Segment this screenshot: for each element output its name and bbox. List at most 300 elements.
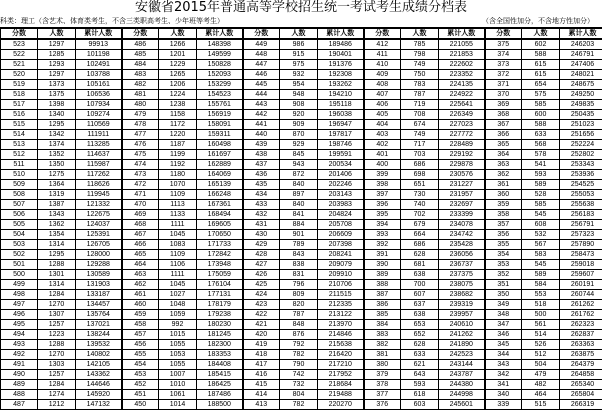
score-cell: 458: [122, 320, 159, 330]
score-cell: 418: [243, 350, 280, 360]
count-cell: 686: [401, 160, 439, 170]
score-header: 分数: [122, 28, 159, 39]
count-cell: 1398: [38, 100, 76, 110]
score-cell: 376: [364, 400, 401, 410]
count-cell: 986: [280, 39, 318, 50]
cumulative-cell: 168494: [197, 210, 243, 220]
count-cell: 518: [522, 300, 560, 310]
table-row: [1, 60, 602, 70]
cumulative-cell: 238682: [439, 290, 485, 300]
count-cell: 1352: [38, 150, 76, 160]
cumulative-cell: 131903: [76, 280, 122, 290]
score-cell: 400: [364, 160, 401, 170]
count-cell: 1297: [38, 70, 76, 80]
score-cell: 344: [485, 350, 522, 360]
score-cell: 503: [1, 240, 38, 250]
cumulative-cell: 142105: [76, 360, 122, 370]
cumulative-cell: 243787: [439, 370, 485, 380]
score-cell: 353: [485, 260, 522, 270]
count-cell: 588: [522, 50, 560, 60]
count-cell: 1295: [38, 120, 76, 130]
count-cell: 1055: [159, 340, 197, 350]
score-cell: 485: [122, 50, 159, 60]
cumulative-cell: 155761: [197, 100, 243, 110]
score-cell: 399: [364, 170, 401, 180]
score-cell: 455: [122, 350, 159, 360]
cumulative-cell: 251023: [560, 120, 602, 130]
score-cell: 438: [243, 150, 280, 160]
table-row: [1, 130, 602, 140]
count-cell: 1373: [38, 80, 76, 90]
count-cell: 1288: [38, 340, 76, 350]
cumulative-cell: 232697: [439, 200, 485, 210]
score-cell: 349: [485, 300, 522, 310]
score-cell: 420: [243, 330, 280, 340]
score-cell: 388: [364, 280, 401, 290]
count-cell: 628: [401, 250, 439, 260]
cumulative-cell: 234742: [439, 230, 485, 240]
table-row: [1, 50, 602, 60]
cumulative-cell: 227023: [439, 120, 485, 130]
score-cell: 401: [364, 150, 401, 160]
cumulative-cell: 114637: [76, 150, 122, 160]
table-row: [1, 100, 602, 110]
score-header: 分数: [485, 28, 522, 39]
score-distribution-table: [0, 27, 602, 410]
cumulative-cell: 118626: [76, 180, 122, 190]
score-cell: 519: [1, 80, 38, 90]
count-cell: 1307: [38, 310, 76, 320]
count-cell: 1342: [38, 130, 76, 140]
count-cell: 1350: [38, 160, 76, 170]
count-cell: 585: [522, 100, 560, 110]
count-cell: 1113: [159, 200, 197, 210]
cumulative-cell: 222602: [439, 60, 485, 70]
table-row: [1, 360, 602, 370]
cumulative-cell: 256791: [560, 220, 602, 230]
count-cell: 1158: [159, 110, 197, 120]
cumulative-cell: 230576: [439, 170, 485, 180]
count-cell: 1265: [159, 70, 197, 80]
score-cell: 475: [122, 150, 159, 160]
score-cell: 408: [364, 80, 401, 90]
cumulative-cell: 207398: [318, 240, 364, 250]
table-row: [1, 270, 602, 280]
cumulative-header: 累计人数: [560, 28, 602, 39]
cumulative-cell: 201406: [318, 170, 364, 180]
cumulative-cell: 238075: [439, 280, 485, 290]
score-cell: 375: [485, 39, 522, 50]
table-row: [1, 390, 602, 400]
score-cell: 364: [485, 150, 522, 160]
score-cell: 450: [122, 400, 159, 410]
table-row: [1, 170, 602, 180]
cumulative-cell: 196947: [318, 120, 364, 130]
table-row: [1, 330, 602, 340]
score-cell: 346: [485, 330, 522, 340]
count-cell: 702: [401, 210, 439, 220]
score-cell: 506: [1, 210, 38, 220]
score-cell: 477: [122, 130, 159, 140]
score-cell: 472: [122, 180, 159, 190]
category-note: 科类：理工（含艺术、体育类考生，不含三类职高考生、少年班等考生）: [0, 16, 224, 26]
score-cell: 405: [364, 110, 401, 120]
cumulative-cell: 197817: [318, 130, 364, 140]
cumulative-cell: 265340: [560, 380, 602, 390]
count-cell: 1111: [159, 270, 197, 280]
cumulative-cell: 246203: [560, 39, 602, 50]
cumulative-cell: 213970: [318, 320, 364, 330]
cumulative-cell: 161697: [197, 150, 243, 160]
count-cell: 1340: [38, 110, 76, 120]
cumulative-cell: 231957: [439, 190, 485, 200]
score-cell: 379: [364, 370, 401, 380]
cumulative-cell: 242523: [439, 350, 485, 360]
cumulative-cell: 208241: [318, 250, 364, 260]
count-cell: 578: [522, 150, 560, 160]
count-cell: 1212: [38, 400, 76, 410]
count-cell: 798: [401, 50, 439, 60]
cumulative-cell: 229878: [439, 160, 485, 170]
score-cell: 386: [364, 300, 401, 310]
table-row: [1, 300, 602, 310]
table-row: [1, 280, 602, 290]
count-cell: 1301: [38, 270, 76, 280]
count-cell: 1070: [159, 180, 197, 190]
cumulative-cell: 166248: [197, 190, 243, 200]
score-cell: 490: [1, 370, 38, 380]
count-cell: 838: [280, 260, 318, 270]
cumulative-cell: 154523: [197, 90, 243, 100]
score-cell: 373: [485, 60, 522, 70]
cumulative-cell: 224922: [439, 90, 485, 100]
count-cell: 1201: [159, 50, 197, 60]
score-cell: 476: [122, 140, 159, 150]
count-cell: 1187: [159, 140, 197, 150]
count-cell: 897: [280, 190, 318, 200]
table-row: [1, 120, 602, 130]
count-cell: 615: [522, 70, 560, 80]
count-cell: 783: [401, 80, 439, 90]
score-cell: 359: [485, 200, 522, 210]
score-cell: 368: [485, 110, 522, 120]
score-cell: 507: [1, 200, 38, 210]
score-cell: 468: [122, 220, 159, 230]
score-cell: 355: [485, 240, 522, 250]
score-cell: 494: [1, 330, 38, 340]
count-cell: 1059: [159, 310, 197, 320]
score-cell: 473: [122, 170, 159, 180]
score-cell: 467: [122, 230, 159, 240]
score-cell: 496: [1, 310, 38, 320]
cumulative-cell: 158091: [197, 120, 243, 130]
count-cell: 1314: [38, 280, 76, 290]
cumulative-cell: 190401: [318, 50, 364, 60]
score-cell: 480: [122, 100, 159, 110]
count-cell: 1045: [159, 280, 197, 290]
cumulative-cell: 130589: [76, 270, 122, 280]
score-cell: 339: [485, 400, 522, 410]
cumulative-cell: 134457: [76, 300, 122, 310]
cumulative-cell: 185415: [197, 370, 243, 380]
count-cell: 1284: [38, 380, 76, 390]
count-cell: 1266: [159, 39, 197, 50]
cumulative-cell: 256183: [560, 210, 602, 220]
count-cell: 915: [280, 50, 318, 60]
score-cell: 486: [122, 39, 159, 50]
table-header-row: [1, 28, 602, 39]
score-cell: 356: [485, 230, 522, 240]
count-header: 人数: [280, 28, 318, 39]
cumulative-cell: 236737: [439, 260, 485, 270]
score-cell: 417: [243, 360, 280, 370]
count-cell: 567: [522, 240, 560, 250]
table-row: [1, 340, 602, 350]
cumulative-cell: 235428: [439, 240, 485, 250]
score-cell: 430: [243, 230, 280, 240]
count-cell: 633: [401, 350, 439, 360]
count-cell: 1297: [38, 39, 76, 50]
count-cell: 782: [280, 400, 318, 410]
score-cell: 402: [364, 140, 401, 150]
score-cell: 495: [1, 320, 38, 330]
cumulative-cell: 180230: [197, 320, 243, 330]
count-cell: 541: [522, 160, 560, 170]
cumulative-cell: 227772: [439, 130, 485, 140]
count-cell: 843: [280, 250, 318, 260]
cumulative-cell: 244380: [439, 380, 485, 390]
count-cell: 732: [280, 380, 318, 390]
score-cell: 462: [122, 280, 159, 290]
count-cell: 638: [401, 270, 439, 280]
cumulative-cell: 261762: [560, 310, 602, 320]
score-cell: 484: [122, 60, 159, 70]
cumulative-cell: 259607: [560, 270, 602, 280]
score-cell: 511: [1, 160, 38, 170]
cumulative-cell: 101198: [76, 50, 122, 60]
cumulative-cell: 241890: [439, 340, 485, 350]
table-row: [1, 380, 602, 390]
cumulative-cell: 253343: [560, 160, 602, 170]
cumulative-cell: 150828: [197, 60, 243, 70]
cumulative-cell: 236056: [439, 250, 485, 260]
cumulative-cell: 239319: [439, 300, 485, 310]
count-cell: 651: [401, 180, 439, 190]
score-cell: 520: [1, 70, 38, 80]
score-cell: 357: [485, 220, 522, 230]
table-row: [1, 400, 602, 410]
count-cell: 992: [159, 320, 197, 330]
cumulative-cell: 170650: [197, 230, 243, 240]
cumulative-cell: 262323: [560, 320, 602, 330]
table-row: [1, 90, 602, 100]
cumulative-cell: 229192: [439, 150, 485, 160]
cumulative-cell: 221853: [439, 50, 485, 60]
cumulative-cell: 245601: [439, 400, 485, 410]
count-cell: 750: [401, 70, 439, 80]
count-cell: 1374: [38, 140, 76, 150]
cumulative-cell: 133187: [76, 290, 122, 300]
count-cell: 607: [401, 290, 439, 300]
cumulative-cell: 119945: [76, 190, 122, 200]
score-cell: 350: [485, 290, 522, 300]
count-cell: 1053: [159, 350, 197, 360]
count-cell: 1285: [38, 50, 76, 60]
cumulative-cell: 106536: [76, 90, 122, 100]
cumulative-cell: 210706: [318, 280, 364, 290]
cumulative-cell: 182300: [197, 340, 243, 350]
table-row: [1, 210, 602, 220]
score-cell: 521: [1, 60, 38, 70]
count-cell: 1220: [159, 130, 197, 140]
count-cell: 1343: [38, 210, 76, 220]
cumulative-cell: 183353: [197, 350, 243, 360]
count-cell: 742: [280, 370, 318, 380]
table-row: [1, 220, 602, 230]
count-cell: 1229: [159, 60, 197, 70]
count-cell: 464: [522, 390, 560, 400]
score-cell: 385: [364, 310, 401, 320]
cumulative-cell: 218684: [318, 380, 364, 390]
count-cell: 479: [522, 370, 560, 380]
cumulative-cell: 259018: [560, 260, 602, 270]
score-cell: 471: [122, 190, 159, 200]
cumulative-cell: 165139: [197, 180, 243, 190]
score-cell: 449: [243, 39, 280, 50]
cumulative-cell: 153299: [197, 80, 243, 90]
score-cell: 463: [122, 270, 159, 280]
cumulative-cell: 122675: [76, 210, 122, 220]
cumulative-cell: 125391: [76, 230, 122, 240]
cumulative-cell: 239957: [439, 310, 485, 320]
cumulative-cell: 178179: [197, 300, 243, 310]
count-cell: 901: [280, 230, 318, 240]
cumulative-cell: 200534: [318, 160, 364, 170]
cumulative-cell: 203143: [318, 190, 364, 200]
count-cell: 545: [522, 260, 560, 270]
count-cell: 1274: [38, 390, 76, 400]
cumulative-header: 累计人数: [439, 28, 485, 39]
score-cell: 358: [485, 210, 522, 220]
count-cell: 532: [522, 230, 560, 240]
count-header: 人数: [38, 28, 76, 39]
count-cell: 792: [280, 340, 318, 350]
cumulative-cell: 110569: [76, 120, 122, 130]
count-cell: 740: [401, 200, 439, 210]
score-cell: 474: [122, 160, 159, 170]
count-cell: 1387: [38, 200, 76, 210]
count-cell: 920: [280, 110, 318, 120]
count-cell: 790: [280, 360, 318, 370]
cumulative-cell: 205708: [318, 220, 364, 230]
score-cell: 444: [243, 90, 280, 100]
score-cell: 361: [485, 180, 522, 190]
score-cell: 370: [485, 90, 522, 100]
count-cell: 841: [280, 210, 318, 220]
score-cell: 499: [1, 280, 38, 290]
cumulative-cell: 209910: [318, 270, 364, 280]
cumulative-cell: 237375: [439, 270, 485, 280]
count-cell: 593: [522, 170, 560, 180]
cumulative-cell: 107934: [76, 100, 122, 110]
count-cell: 1275: [38, 170, 76, 180]
count-cell: 840: [280, 180, 318, 190]
count-cell: 553: [522, 290, 560, 300]
count-cell: 932: [280, 70, 318, 80]
count-cell: 884: [280, 220, 318, 230]
score-cell: 448: [243, 50, 280, 60]
count-cell: 526: [522, 340, 560, 350]
cumulative-cell: 173948: [197, 260, 243, 270]
count-cell: 500: [522, 310, 560, 320]
cumulative-cell: 220270: [318, 400, 364, 410]
cumulative-cell: 215638: [318, 340, 364, 350]
score-cell: 440: [243, 130, 280, 140]
score-cell: 439: [243, 140, 280, 150]
count-cell: 504: [522, 360, 560, 370]
score-cell: 514: [1, 130, 38, 140]
count-cell: 1061: [159, 390, 197, 400]
table-row: [1, 140, 602, 150]
count-cell: 1270: [38, 350, 76, 360]
score-cell: 345: [485, 340, 522, 350]
cumulative-cell: 195118: [318, 100, 364, 110]
score-cell: 366: [485, 130, 522, 140]
table-row: [1, 200, 602, 210]
score-cell: 406: [364, 100, 401, 110]
count-cell: 1083: [159, 240, 197, 250]
score-header: 分数: [243, 28, 280, 39]
score-cell: 426: [243, 270, 280, 280]
count-cell: 512: [522, 350, 560, 360]
score-cell: 380: [364, 360, 401, 370]
cumulative-cell: 204824: [318, 210, 364, 220]
cumulative-header: 累计人数: [76, 28, 122, 39]
count-cell: 717: [401, 140, 439, 150]
cumulative-cell: 250435: [560, 110, 602, 120]
cumulative-cell: 191376: [318, 60, 364, 70]
table-row: [1, 160, 602, 170]
cumulative-cell: 251656: [560, 130, 602, 140]
score-cell: 523: [1, 39, 38, 50]
count-cell: 602: [522, 39, 560, 50]
cumulative-cell: 103788: [76, 70, 122, 80]
cumulative-cell: 160498: [197, 140, 243, 150]
count-cell: 515: [522, 400, 560, 410]
count-cell: 787: [280, 310, 318, 320]
score-cell: 403: [364, 130, 401, 140]
count-cell: 1206: [159, 80, 197, 90]
score-cell: 509: [1, 180, 38, 190]
count-cell: 575: [522, 90, 560, 100]
score-cell: 457: [122, 330, 159, 340]
score-cell: 413: [243, 400, 280, 410]
cumulative-cell: 248021: [560, 70, 602, 80]
cumulative-cell: 260744: [560, 290, 602, 300]
score-cell: 407: [364, 90, 401, 100]
score-cell: 487: [1, 400, 38, 410]
score-cell: 479: [122, 110, 159, 120]
count-header: 人数: [522, 28, 560, 39]
count-cell: 1109: [159, 250, 197, 260]
cumulative-cell: 199591: [318, 150, 364, 160]
score-cell: 425: [243, 280, 280, 290]
cumulative-cell: 228489: [439, 140, 485, 150]
score-cell: 470: [122, 200, 159, 210]
table-row: [1, 370, 602, 380]
score-cell: 432: [243, 210, 280, 220]
count-cell: 1010: [159, 380, 197, 390]
